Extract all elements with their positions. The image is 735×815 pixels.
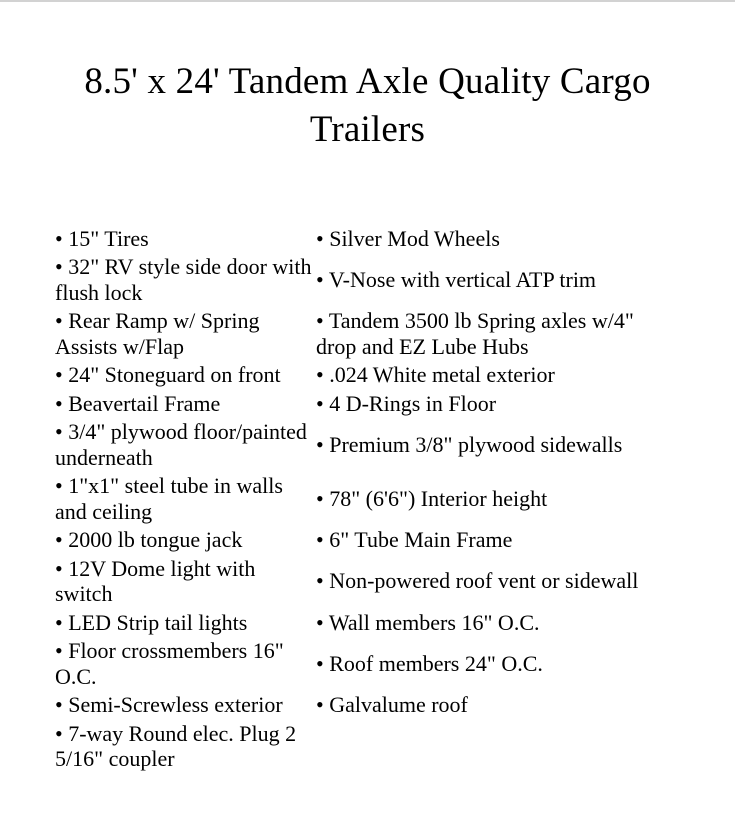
spec-text: 1"x1" steel tube in walls and ceiling [55, 473, 283, 524]
bullet-icon: • [55, 720, 63, 746]
spec-row [55, 307, 735, 361]
spec-text: Silver Mod Wheels [329, 225, 500, 251]
spec-text: 24" Stoneguard on front [68, 362, 281, 387]
spec-item [55, 253, 316, 307]
spec-item [55, 608, 316, 637]
spec-text: Semi-Screwless exterior [68, 692, 283, 717]
spec-row [55, 389, 735, 418]
spec-item [55, 526, 316, 555]
spec-item [316, 691, 656, 720]
spec-text: 15" Tires [68, 225, 149, 251]
bullet-icon: • [316, 485, 324, 511]
spec-text: 6" Tube Main Frame [329, 527, 513, 552]
spec-item [316, 389, 656, 418]
spec-text: 4 D-Rings in Floor [329, 390, 497, 416]
spec-text: 2000 lb tongue jack [68, 527, 243, 552]
spec-item [55, 637, 316, 691]
bullet-icon: • [316, 308, 324, 333]
spec-row [55, 418, 735, 472]
bullet-icon: • [55, 419, 63, 444]
bullet-icon: • [316, 431, 324, 457]
spec-item [316, 265, 656, 294]
spec-item [55, 389, 316, 418]
spec-item [55, 554, 316, 608]
spec-item [55, 691, 316, 720]
spec-item [316, 567, 656, 596]
bullet-icon: • [55, 555, 63, 581]
spec-text: Tandem 3500 lb Spring axles w/4" drop and EZ Lube Hubs [316, 308, 634, 359]
spec-text: 3/4" plywood floor/painted underneath [55, 419, 307, 470]
bullet-icon: • [316, 225, 324, 251]
spec-row [55, 526, 735, 555]
spec-row [55, 691, 735, 720]
spec-item [55, 361, 316, 390]
bullet-icon: • [316, 266, 324, 292]
bullet-icon: • [55, 362, 63, 387]
spec-row [55, 253, 735, 307]
bullet-icon: • [316, 609, 324, 635]
spec-row [55, 224, 735, 253]
spec-text: 78" (6'6") Interior height [329, 485, 548, 511]
top-border [0, 0, 735, 2]
spec-item [316, 484, 656, 513]
bullet-icon: • [55, 473, 63, 498]
spec-item [316, 608, 656, 637]
bullet-icon: • [55, 609, 63, 635]
spec-row [55, 472, 735, 526]
spec-text: 7-way Round elec. Plug 2 5/16" coupler [55, 720, 297, 771]
spec-text: .024 White metal exterior [329, 362, 555, 387]
spec-item [316, 307, 656, 361]
spec-text: Non-powered roof vent or sidewall [329, 568, 639, 594]
bullet-icon: • [316, 692, 324, 717]
spec-text: Floor crossmembers 16" O.C. [55, 638, 284, 689]
spec-item [55, 719, 316, 773]
spec-row [55, 361, 735, 390]
spec-text: Beavertail Frame [68, 390, 221, 416]
spec-item [316, 649, 656, 678]
bullet-icon: • [55, 390, 63, 416]
spec-item-empty [316, 745, 656, 748]
spec-table [55, 224, 735, 773]
bullet-icon: • [55, 254, 63, 279]
bullet-icon: • [55, 527, 63, 552]
spec-text: Galvalume roof [329, 692, 468, 717]
spec-item [55, 224, 316, 253]
bullet-icon: • [55, 225, 63, 251]
spec-text: Roof members 24" O.C. [329, 650, 543, 676]
bullet-icon: • [316, 390, 324, 416]
bullet-icon: • [55, 638, 63, 663]
spec-item [55, 307, 316, 361]
spec-text: Rear Ramp w/ Spring Assists w/Flap [55, 308, 260, 359]
spec-text: 12V Dome light with switch [55, 555, 256, 606]
page-title: 8.5' x 24' Tandem Axle Quality Cargo Trailers [84, 61, 651, 150]
bullet-icon: • [316, 650, 324, 676]
spec-item [55, 472, 316, 526]
spec-item [316, 430, 656, 459]
spec-text: LED Strip tail lights [68, 609, 248, 635]
bullet-icon: • [316, 568, 324, 594]
spec-text: Wall members 16" O.C. [328, 609, 540, 635]
spec-text: Premium 3/8" plywood sidewalls [329, 431, 623, 457]
spec-item [316, 224, 656, 253]
bullet-icon: • [316, 362, 324, 387]
spec-row [55, 719, 735, 773]
bullet-icon: • [55, 692, 63, 717]
spec-row [55, 637, 735, 691]
spec-text: V-Nose with vertical ATP trim [328, 266, 597, 292]
bullet-icon: • [316, 527, 324, 552]
bullet-icon: • [55, 308, 63, 333]
spec-row [55, 554, 735, 608]
spec-item [316, 361, 656, 390]
spec-row [55, 608, 735, 637]
spec-item [55, 418, 316, 472]
spec-text: 32" RV style side door with flush lock [55, 254, 312, 305]
spec-item [316, 526, 656, 555]
